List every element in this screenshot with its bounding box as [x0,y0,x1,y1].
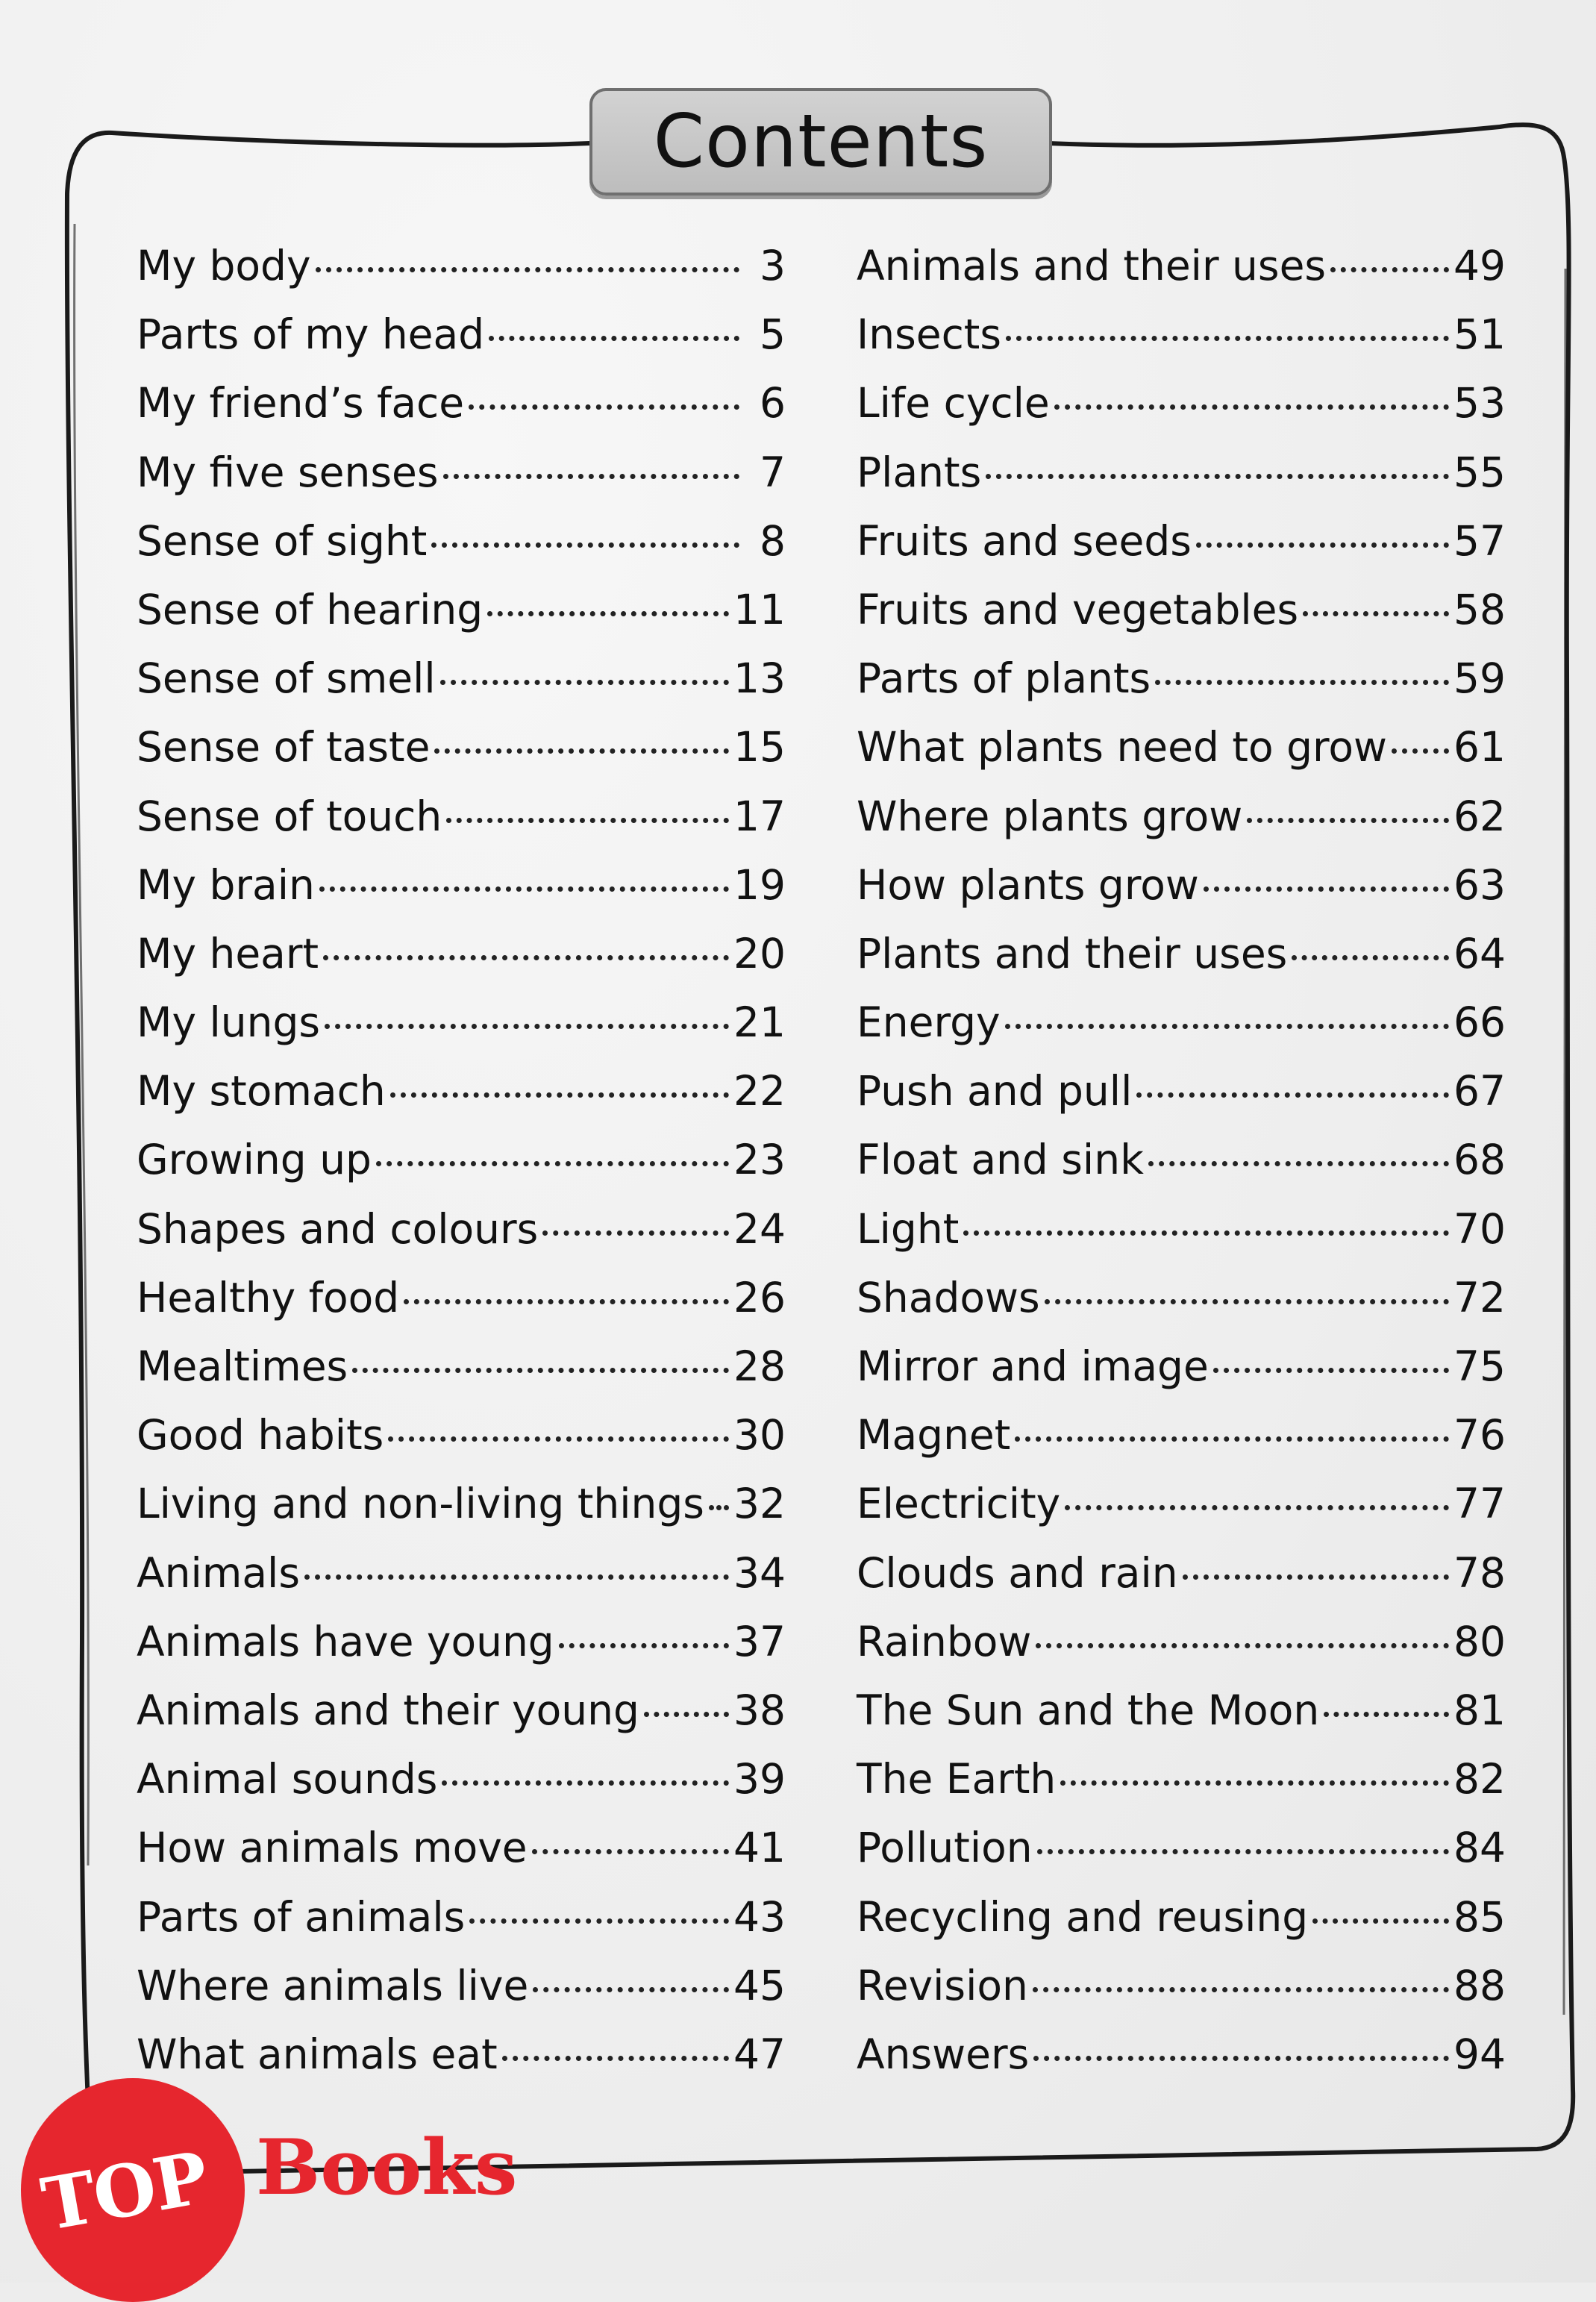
toc-entry-title: Pollution [857,1824,1033,1872]
toc-entry-page: 11 [733,585,786,634]
toc-entry [857,2020,1506,2089]
toc-entry-page: 70 [1453,1204,1506,1253]
toc-entry-page: 49 [1453,242,1506,290]
toc-entry-page: 47 [733,2030,786,2078]
toc-entry [857,988,1506,1057]
toc-entry [857,231,1506,300]
toc-entry-title: Recycling and reusing [857,1892,1309,1941]
toc-dot-leader [1324,1712,1449,1717]
toc-entry [137,300,786,369]
toc-entry-page: 32 [733,1480,786,1528]
toc-entry [137,1745,786,1813]
toc-dot-leader [1148,1161,1449,1166]
toc-dot-leader [442,1780,729,1786]
toc-entry-page: 57 [1453,516,1506,565]
toc-entry [137,919,786,988]
toc-entry [857,1057,1506,1125]
toc-entry-title: Parts of animals [137,1892,466,1941]
toc-entry-title: The Earth [857,1755,1057,1804]
toc-dot-leader [532,1849,729,1854]
toc-entry [137,988,786,1057]
toc-dot-leader [1292,955,1449,960]
toc-dot-leader [1033,1987,1449,1992]
toc-entry [137,782,786,851]
toc-entry-page: 85 [1453,1892,1506,1941]
toc-entry-page: 38 [733,1686,786,1734]
toc-entry-page: 6 [760,379,786,428]
toc-entry-title: Where animals live [137,1961,529,2009]
toc-entry [137,1263,786,1332]
toc-entry [137,644,786,713]
toc-entry-title: Sense of taste [137,723,431,772]
toc-entry [857,1883,1506,1951]
toc-entry [137,231,786,300]
toc-dot-leader [487,611,729,616]
toc-entry-title: Magnet [857,1411,1011,1460]
toc-entry [857,575,1506,644]
toc-entry-title: Where plants grow [857,792,1243,840]
toc-entry [137,1125,786,1194]
toc-entry-page: 94 [1453,2030,1506,2078]
toc-entry-title: Good habits [137,1411,384,1460]
toc-entry-title: Fruits and vegetables [857,585,1299,634]
toc-entry-page: 17 [733,792,786,840]
toc-entry [137,1332,786,1401]
toc-entry [857,369,1506,437]
toc-entry [857,1951,1506,2020]
toc-dot-leader [1312,1918,1449,1924]
toc-dot-leader [469,404,739,410]
toc-dot-leader [542,1230,729,1236]
toc-dot-leader [388,1436,729,1442]
toc-entry-title: My stomach [137,1067,386,1116]
toc-entry-title: Life cycle [857,379,1050,428]
toc-entry-page: 84 [1453,1824,1506,1872]
toc-entry [137,507,786,575]
toc-entry [137,1057,786,1125]
toc-entry [857,507,1506,575]
toc-entry-title: Clouds and rain [857,1548,1178,1597]
toc-entry [857,1813,1506,1882]
toc-dot-leader [559,1643,729,1648]
toc-entry-page: 68 [1453,1136,1506,1184]
topbooks-logo [21,2078,528,2265]
toc-entry-page: 77 [1453,1480,1506,1528]
toc-entry-page: 5 [760,310,786,359]
toc-entry-page: 34 [733,1548,786,1597]
page-title: Contents [653,99,989,184]
toc-entry-page: 63 [1453,860,1506,909]
logo-text-books: Books [256,2123,518,2212]
toc-entry-page: 80 [1453,1617,1506,1665]
toc-entry-title: Sense of touch [137,792,442,840]
toc-entry [137,713,786,781]
toc-entry-page: 19 [733,860,786,909]
toc-entry-page: 3 [760,242,786,290]
toc-entry [857,1676,1506,1745]
toc-entry-page: 82 [1453,1755,1506,1804]
toc-entry [137,851,786,919]
toc-entry-title: Animals [137,1548,300,1597]
toc-entry [857,1539,1506,1607]
toc-entry [857,300,1506,369]
toc-entry [857,713,1506,781]
toc-dot-leader [1196,542,1449,548]
toc-entry-page: 75 [1453,1342,1506,1390]
toc-entry [857,1195,1506,1263]
toc-entry-page: 72 [1453,1273,1506,1322]
toc-dot-leader [390,1092,729,1098]
toc-entry-title: What animals eat [137,2030,498,2078]
toc-entry-page: 59 [1453,654,1506,703]
toc-entry-page: 76 [1453,1411,1506,1460]
toc-entry-page: 8 [760,516,786,565]
toc-entry-page: 22 [733,1067,786,1116]
toc-dot-leader [440,680,729,685]
toc-entry-title: How plants grow [857,860,1199,909]
toc-entry-page: 78 [1453,1548,1506,1597]
toc-entry-title: What plants need to grow [857,723,1388,772]
toc-entry-title: Animals and their uses [857,242,1327,290]
toc-dot-leader [1213,1368,1449,1373]
toc-dot-leader [1247,818,1449,823]
toc-entry-page: 26 [733,1273,786,1322]
toc-entry-title: My brain [137,860,315,909]
toc-entry [857,919,1506,988]
toc-entry [137,1607,786,1676]
toc-entry-title: Healthy food [137,1273,400,1322]
toc-entry-page: 20 [733,929,786,978]
toc-entry-page: 64 [1453,929,1506,978]
toc-dot-leader [352,1368,729,1373]
toc-entry-page: 58 [1453,585,1506,634]
toc-dot-leader [1155,680,1449,685]
toc-entry [137,1883,786,1951]
toc-entry [857,1401,1506,1469]
toc-entry-page: 28 [733,1342,786,1390]
toc-entry [857,438,1506,507]
toc-entry [857,782,1506,851]
toc-dot-leader [1060,1780,1449,1786]
toc-entry-page: 15 [733,723,786,772]
toc-entry-page: 67 [1453,1067,1506,1116]
toc-entry-title: Sense of sight [137,516,428,565]
toc-dot-leader [533,1987,729,1992]
toc-dot-leader [316,267,739,272]
toc-entry [857,644,1506,713]
toc-entry-title: How animals move [137,1824,528,1872]
toc-dot-leader [1015,1436,1449,1442]
toc-dot-leader [1183,1574,1449,1580]
toc-entry-title: Mealtimes [137,1342,348,1390]
toc-entry [137,575,786,644]
toc-dot-leader [434,748,729,754]
toc-entry-title: Plants [857,448,982,496]
toc-entry-title: Parts of plants [857,654,1151,703]
logo-text-top: TOP [35,2135,213,2248]
toc-dot-leader [489,336,739,341]
contents-title-plate [589,88,1052,196]
toc-entry-page: 13 [733,654,786,703]
toc-entry [857,1469,1506,1538]
toc-entry-title: Plants and their uses [857,929,1288,978]
toc-entry-title: Living and non-living things [137,1480,704,1528]
toc-entry-page: 81 [1453,1686,1506,1734]
toc-entry-title: Fruits and seeds [857,516,1192,565]
toc-dot-leader [644,1712,729,1717]
toc-entry-title: Mirror and image [857,1342,1209,1390]
toc-dot-leader [963,1230,1449,1236]
toc-entry-page: 61 [1453,723,1506,772]
toc-entry-page: 55 [1453,448,1506,496]
toc-dot-leader [1045,1299,1449,1304]
toc-dot-leader [1037,1849,1449,1854]
toc-entry-title: My heart [137,929,319,978]
toc-entry [857,1332,1506,1401]
toc-entry-title: My body [137,242,311,290]
toc-dot-leader [502,2056,729,2061]
toc-entry-title: My lungs [137,998,321,1047]
toc-dot-leader [304,1574,729,1580]
toc-entry-title: Float and sink [857,1136,1144,1184]
toc-dot-leader [1005,1024,1449,1029]
toc-entry-title: Insects [857,310,1002,359]
toc-right-column [857,231,1506,2089]
toc-entry-page: 62 [1453,792,1506,840]
toc-dot-leader [323,955,729,960]
toc-entry-title: Sense of smell [137,654,436,703]
toc-dot-leader [1136,1092,1449,1098]
toc-dot-leader [1392,748,1449,754]
toc-entry-page: 66 [1453,998,1506,1047]
toc-entry-page: 41 [733,1824,786,1872]
toc-entry-page: 53 [1453,379,1506,428]
toc-entry-title: Rainbow [857,1617,1032,1665]
toc-entry [137,1539,786,1607]
toc-entry-page: 51 [1453,310,1506,359]
toc-entry-title: My five senses [137,448,439,496]
toc-entry-page: 24 [733,1204,786,1253]
toc-entry [137,369,786,437]
toc-dot-leader [1065,1505,1449,1510]
toc-entry-title: Animal sounds [137,1755,438,1804]
toc-dot-leader [1054,404,1449,410]
toc-entry [857,1745,1506,1813]
toc-entry-title: Energy [857,998,1001,1047]
toc-dot-leader [431,542,739,548]
toc-entry-page: 37 [733,1617,786,1665]
toc-entry-page: 7 [760,448,786,496]
toc-entry [137,1676,786,1745]
toc-entry-page: 21 [733,998,786,1047]
toc-entry-title: Revision [857,1961,1028,2009]
toc-entry-title: My friend’s face [137,379,465,428]
toc-entry [137,438,786,507]
toc-entry-page: 30 [733,1411,786,1460]
toc-entry-title: Growing up [137,1136,372,1184]
toc-entry [857,851,1506,919]
toc-dot-leader [443,474,740,479]
toc-entry-title: Answers [857,2030,1030,2078]
toc-entry-page: 39 [733,1755,786,1804]
toc-dot-leader [1033,2056,1449,2061]
toc-dot-leader [325,1024,729,1029]
toc-dot-leader [986,474,1449,479]
toc-dot-leader [469,1918,729,1924]
toc-dot-leader [319,886,729,892]
toc-entry-title: Electricity [857,1480,1061,1528]
toc-entry-page: 45 [733,1961,786,2009]
toc-dot-leader [1204,886,1449,892]
toc-left-column [137,231,786,2089]
toc-entry-page: 88 [1453,1961,1506,2009]
toc-dot-leader [709,1505,729,1510]
toc-dot-leader [1303,611,1449,616]
toc-entry [857,1607,1506,1676]
toc-entry-title: Push and pull [857,1067,1133,1116]
toc-dot-leader [1036,1643,1449,1648]
toc-entry-title: Light [857,1204,960,1253]
toc-entry-title: The Sun and the Moon [857,1686,1320,1734]
toc-entry-title: Shapes and colours [137,1204,539,1253]
toc-entry-title: Parts of my head [137,310,485,359]
toc-dot-leader [446,818,729,823]
toc-entry-title: Sense of hearing [137,585,484,634]
toc-entry [137,1813,786,1882]
toc-dot-leader [1330,267,1449,272]
toc-entry [857,1263,1506,1332]
toc-entry-page: 23 [733,1136,786,1184]
toc-entry-title: Animals and their young [137,1686,639,1734]
toc-entry [137,1195,786,1263]
toc-entry [857,1125,1506,1194]
toc-dot-leader [1006,336,1449,341]
toc-entry-page: 43 [733,1892,786,1941]
toc-entry-title: Shadows [857,1273,1040,1322]
toc-entry-title: Animals have young [137,1617,554,1665]
toc-entry [137,1401,786,1469]
toc-dot-leader [376,1161,729,1166]
toc-entry [137,1469,786,1538]
toc-dot-leader [404,1299,729,1304]
toc-entry [137,1951,786,2020]
